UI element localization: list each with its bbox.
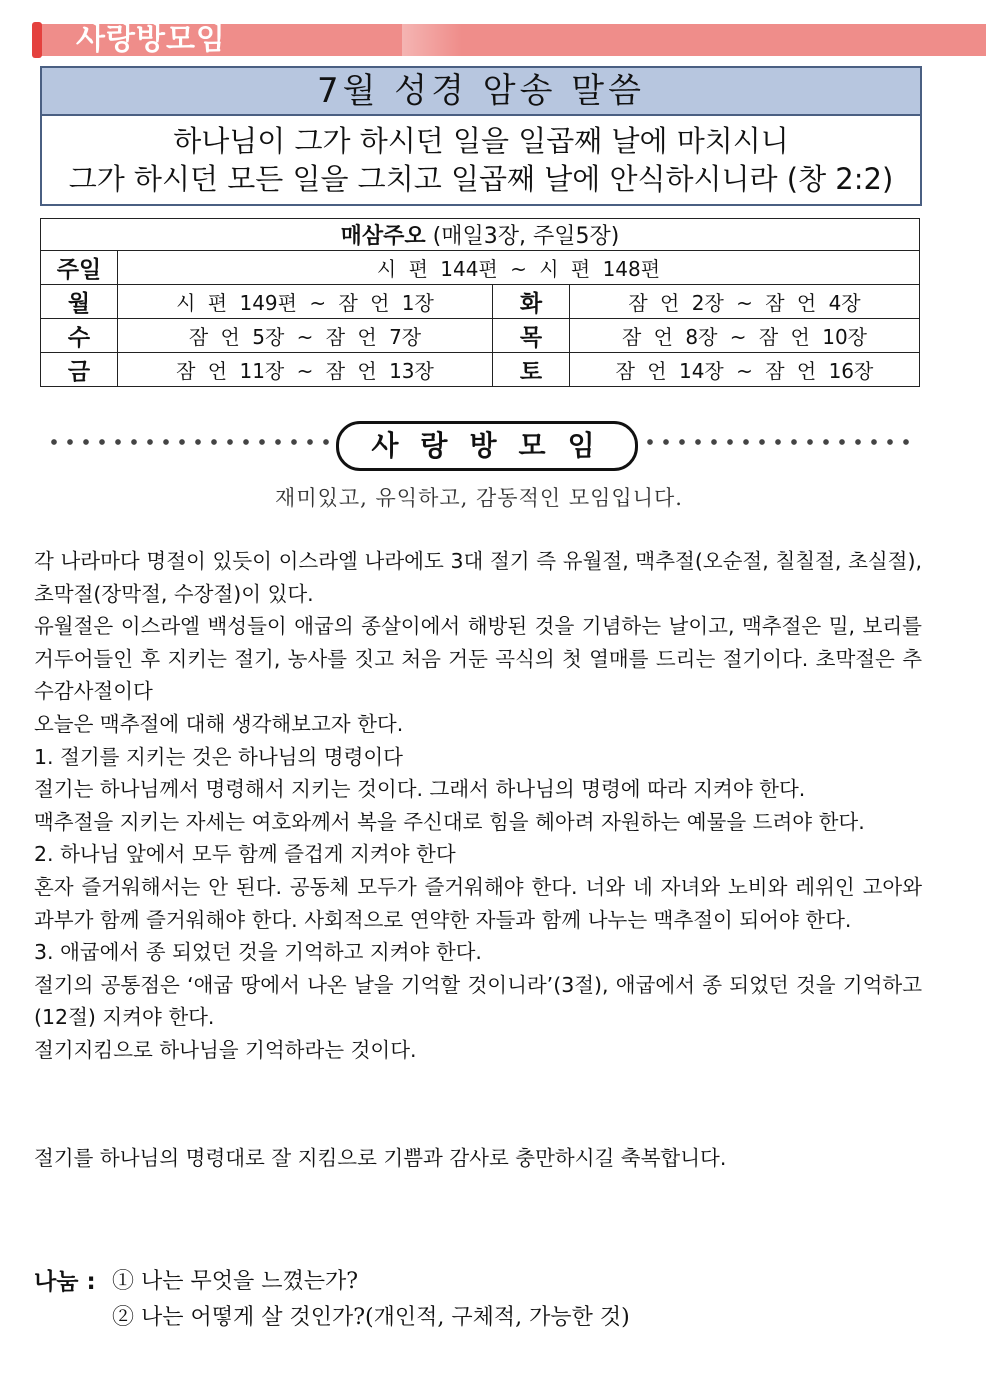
table-row — [41, 319, 920, 353]
range-cell: 잠 언 11장 ~ 잠 언 13장 — [118, 353, 493, 387]
dotted-divider-left — [46, 437, 334, 447]
memory-verse-box — [40, 66, 922, 206]
day-cell: 화 — [493, 285, 570, 319]
paragraph: 절기는 하나님께서 명령해서 지키는 것이다. 그래서 하나님의 명령에 따라 지켜야 한다. — [34, 777, 806, 802]
day-cell: 주일 — [41, 251, 118, 285]
memory-verse-line-1: 하나님이 그가 하시던 일을 일곱째 날에 마치시니 — [173, 124, 789, 158]
range-cell: 잠 언 2장 ~ 잠 언 4장 — [570, 285, 920, 319]
paragraph: 혼자 즐거워해서는 안 된다. 공동체 모두가 즐거워해야 한다. 너와 네 자녀와 노비와 레위인 고아와 과부가 함께 즐거워해야 한다. 사회적으로 연약한 자들과 함께 나누는 맥추절이 되어야 한다. — [34, 874, 922, 932]
reading-schedule-table — [40, 218, 920, 387]
range-cell: 시 편 149편 ~ 잠 언 1장 — [118, 285, 493, 319]
schedule-caption-bold: 매삼주오 — [340, 224, 426, 249]
table-row — [41, 219, 920, 251]
section-tagline: 재미있고, 유익하고, 감동적인 모임입니다. — [275, 486, 683, 510]
sharing-question-1: ① 나는 무엇을 느꼈는가? — [112, 1269, 359, 1294]
day-cell: 수 — [41, 319, 118, 353]
paragraph: 오늘은 맥추절에 대해 생각해보고자 한다. — [34, 711, 404, 736]
point-heading: 2. 하나님 앞에서 모두 함께 즐겁게 지켜야 한다 — [34, 842, 456, 867]
memory-verse-text — [42, 116, 920, 198]
day-cell: 월 — [41, 285, 118, 319]
banner-highlight — [402, 24, 462, 56]
day-cell: 목 — [493, 319, 570, 353]
memory-verse-heading: 7월 성경 암송 말씀 — [42, 68, 920, 116]
point-heading: 3. 애굽에서 종 되었던 것을 기억하고 지켜야 한다. — [34, 940, 482, 965]
range-cell: 잠 언 14장 ~ 잠 언 16장 — [570, 353, 920, 387]
range-cell: 잠 언 8장 ~ 잠 언 10장 — [570, 319, 920, 353]
table-row — [41, 285, 920, 319]
dotted-divider-right — [626, 437, 914, 447]
paragraph: 절기지킴으로 하나님을 기억하라는 것이다. — [34, 1037, 417, 1062]
header-banner — [32, 20, 986, 60]
table-row — [41, 251, 920, 285]
paragraph: 각 나라마다 명절이 있듯이 이스라엘 나라에도 3대 절기 즉 유월절, 맥추절(오순절, 칠칠절, 초실절), 초막절(장막절, 수장절)이 있다. — [34, 549, 922, 606]
range-cell: 잠 언 5장 ~ 잠 언 7장 — [118, 319, 493, 353]
closing-blessing: 절기를 하나님의 명령대로 잘 지킴으로 기쁨과 감사로 충만하시길 축복합니다. — [34, 1146, 727, 1170]
day-cell: 금 — [41, 353, 118, 387]
paragraph: 맥추절을 지키는 자세는 여호와께서 복을 주신대로 힘을 헤아려 자원하는 예물을 드려야 한다. — [34, 809, 865, 834]
sharing-label: 나눔 : — [34, 1269, 96, 1295]
banner-title: 사랑방모임 — [76, 22, 226, 57]
article-body — [34, 545, 922, 1067]
banner-accent-mark — [32, 22, 42, 58]
range-cell: 시 편 144편 ~ 시 편 148편 — [118, 251, 920, 285]
schedule-caption-rest: (매일3장, 주일5장) — [425, 224, 620, 249]
paragraph: 유월절은 이스라엘 백성들이 애굽의 종살이에서 해방된 것을 기념하는 날이고, 맥추절은 밀, 보리를 거두어들인 후 지키는 절기, 농사를 짓고 처음 거둔 곡식의 첫 열매를 드리는 절기이다. 초막절은 추수감사절이다 — [34, 614, 922, 704]
section-title-pill: 사랑방모임 — [336, 421, 638, 471]
paragraph: 절기의 공통점은 ‘애굽 땅에서 나온 날을 기억할 것이니라’(3절), 애굽에서 종 되었던 것을 기억하고(12절) 지켜야 한다. — [34, 972, 922, 1030]
day-cell: 토 — [493, 353, 570, 387]
table-row — [41, 353, 920, 387]
memory-verse-line-2: 그가 하시던 모든 일을 그치고 일곱째 날에 안식하시니라 (창 2:2) — [68, 162, 894, 196]
sharing-question-2: ② 나는 어떻게 살 것인가?(개인적, 구체적, 가능한 것) — [112, 1305, 630, 1330]
schedule-caption — [41, 219, 920, 251]
point-heading: 1. 절기를 지키는 것은 하나님의 명령이다 — [34, 744, 403, 769]
